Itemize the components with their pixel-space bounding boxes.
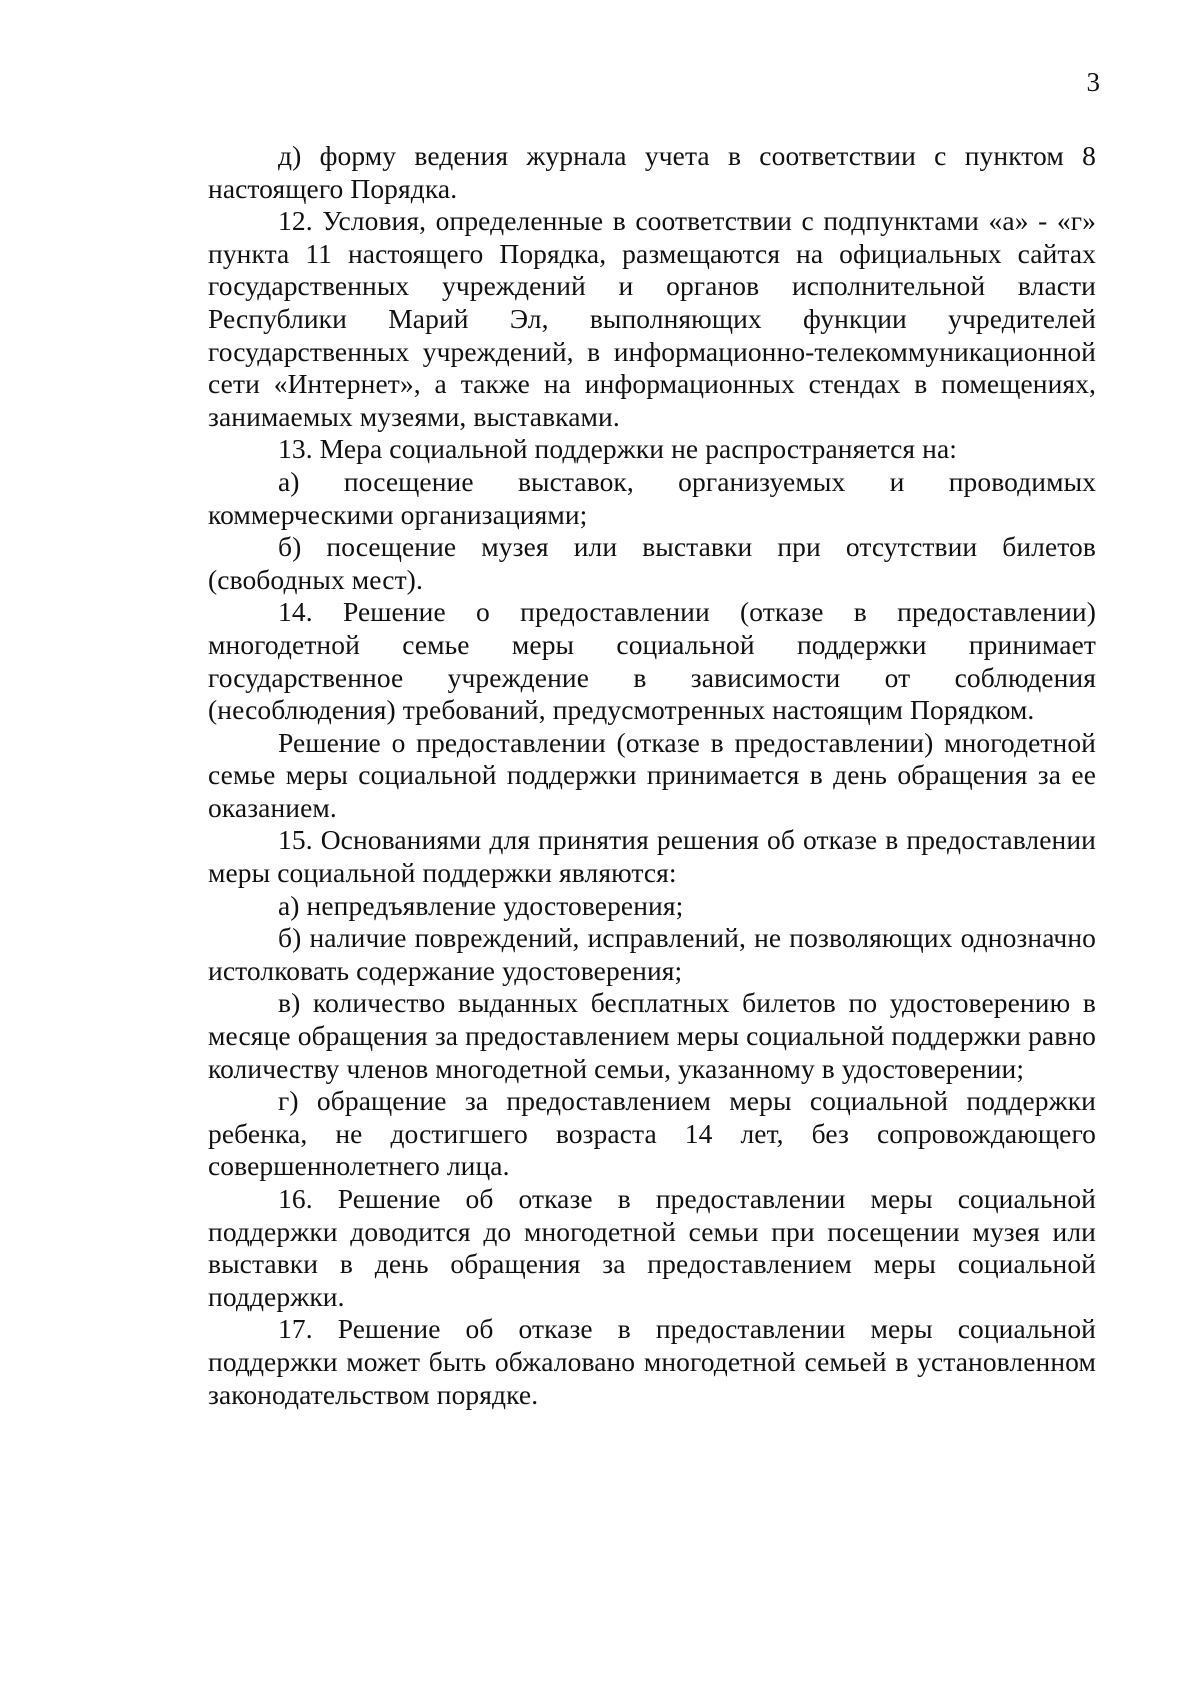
- paragraph-13: 13. Мера социальной поддержки не распространяется на:: [278, 433, 957, 465]
- paragraph-17: 17. Решение об отказе в предоставлении меры социальной поддержки может быть обжаловано многодетной семьей в установленном законодательством порядке.: [208, 1313, 1096, 1410]
- page-number: 3: [1086, 67, 1100, 97]
- paragraph-14-second: Решение о предоставлении (отказе в предоставлении) многодетной семье меры социальной поддержки принимается в день обращения за ее оказанием.: [208, 726, 1096, 823]
- paragraph-15b: б) наличие повреждений, исправлений, не позволяющих однозначно истолковать содержание удостоверения;: [208, 922, 1096, 986]
- paragraph-15g: г) обращение за предоставлением меры социальной поддержки ребенка, не достигшего возраста 14 лет, без сопровождающего совершеннолетнего лица.: [208, 1085, 1096, 1182]
- document-body: [208, 140, 1096, 1411]
- paragraph-13a: а) посещение выставок, организуемых и проводимых коммерческими организациями;: [208, 465, 1096, 530]
- paragraph-15: 15. Основаниями для принятия решения об отказе в предоставлении меры социальной поддержки являются:: [208, 824, 1096, 889]
- paragraph-13b: б) посещение музея или выставки при отсутствии билетов (свободных мест).: [208, 531, 1096, 595]
- paragraph-12: 12. Условия, определенные в соответствии с подпунктами «а» - «г» пункта 11 настоящего Порядка, размещаются на официальных сайтах государственных учреждений и органов исполнительной власти Республики Марий Эл, выполняющих функции учредителей государственных учреждений, в информационно-телекоммуникационной сети «Интернет», а также на информационных стендах в помещениях, занимаемых музеями, выставками.: [208, 205, 1096, 432]
- paragraph-14: 14. Решение о предоставлении (отказе в предоставлении) многодетной семье меры социальной поддержки принимает государственное учреждение в зависимости от соблюдения (несоблюдения) требований, предусмотренных настоящим Порядком.: [208, 596, 1096, 726]
- paragraph-11d: д) форму ведения журнала учета в соответствии с пунктом 8 настоящего Порядка.: [208, 140, 1096, 204]
- paragraph-16: 16. Решение об отказе в предоставлении меры социальной поддержки доводится до многодетной семьи при посещении музея или выставки в день обращения за предоставлением меры социальной поддержки.: [208, 1183, 1096, 1312]
- paragraph-15v: в) количество выданных бесплатных билетов по удостоверению в месяце обращения за предоставлением меры социальной поддержки равно количеству членов многодетной семьи, указанному в удостоверении;: [208, 987, 1096, 1084]
- paragraph-15a: а) непредъявление удостоверения;: [278, 889, 684, 921]
